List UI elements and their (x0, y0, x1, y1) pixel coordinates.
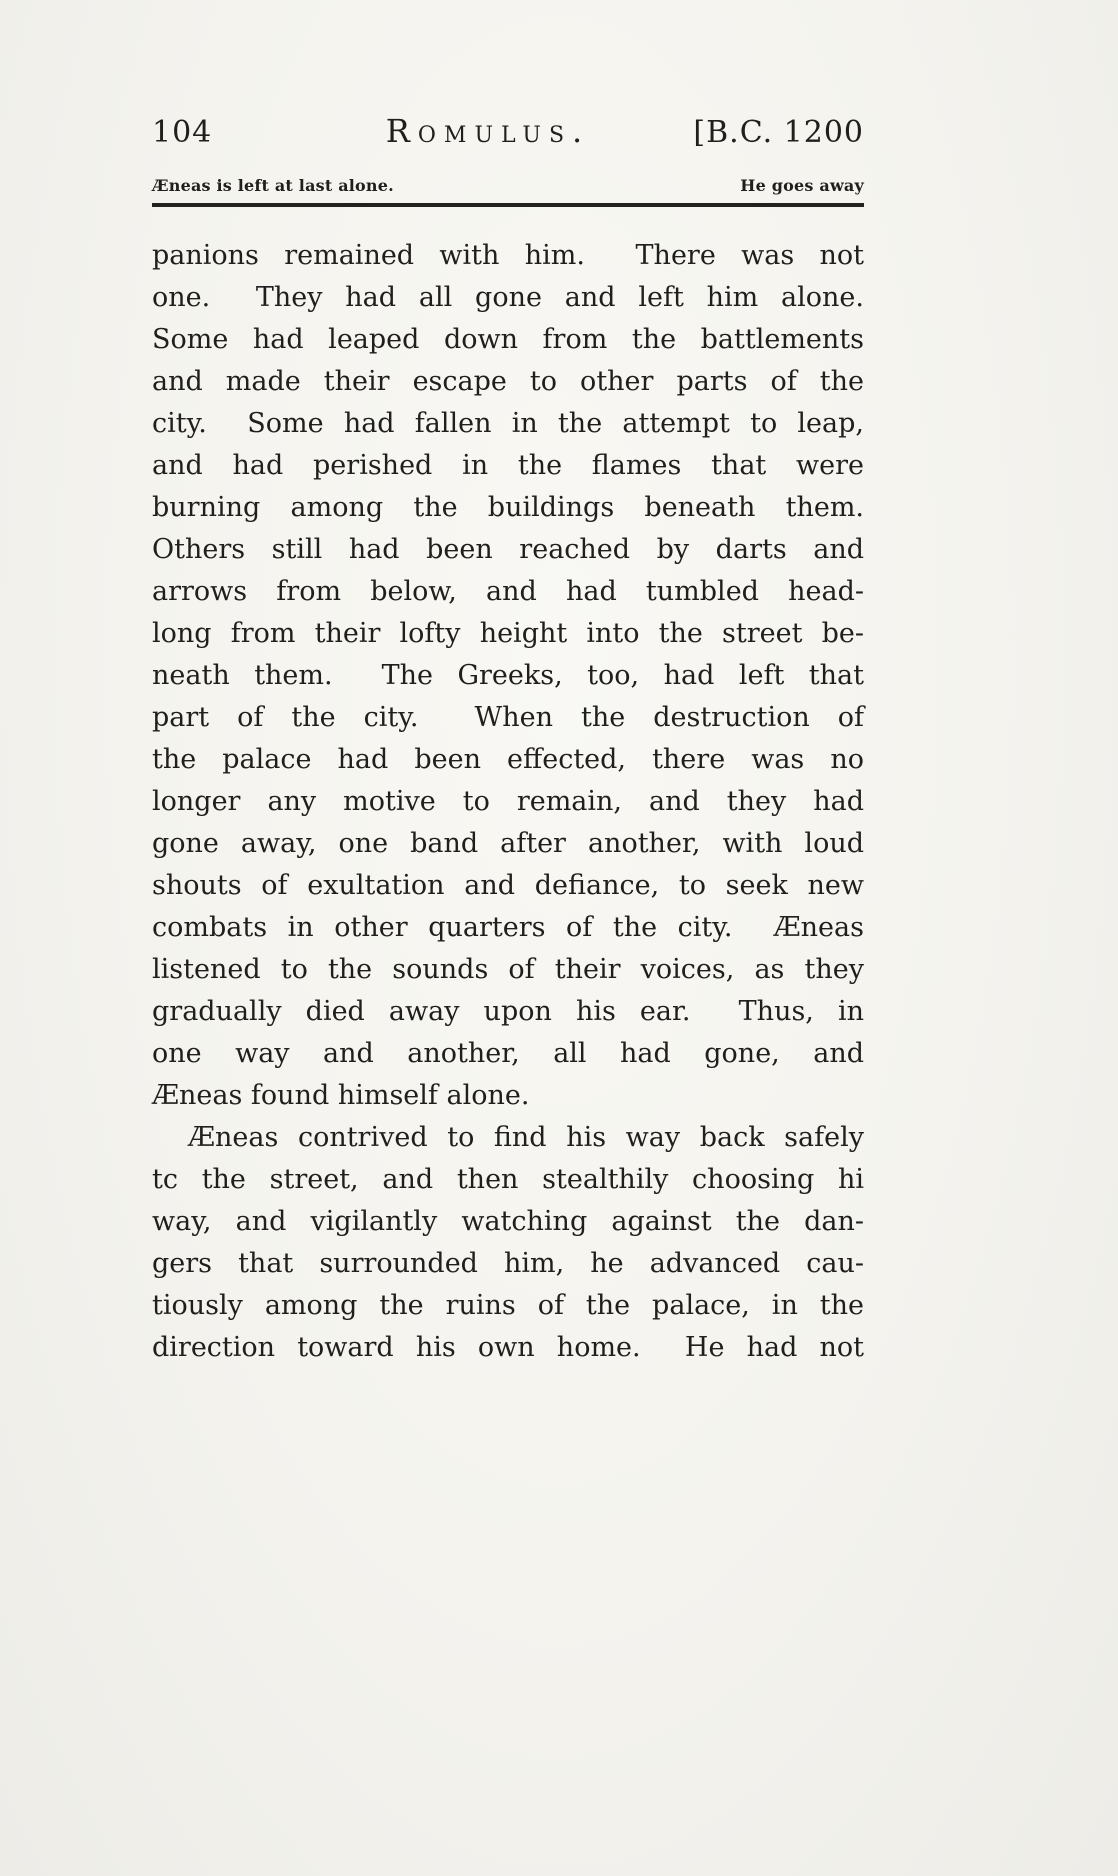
page-title: Romulus. (385, 112, 591, 150)
text-line: direction toward his own home. He had not (152, 1332, 864, 1363)
paragraph (152, 235, 864, 1117)
header-date: [B.C. 1200 (693, 115, 864, 150)
running-heads (152, 176, 864, 195)
divider-rule (152, 203, 864, 207)
text-line: and made their escape to other parts of the (152, 366, 864, 397)
text-line: gers that surrounded him, he advanced cau- (152, 1248, 864, 1279)
text-line: Others still had been reached by darts and (152, 534, 864, 565)
page-number: 104 (152, 115, 213, 150)
running-head-left: Æneas is left at last alone. (152, 176, 394, 195)
text-line: panions remained with him. There was not (152, 240, 864, 271)
text-line: longer any motive to remain, and they had (152, 786, 864, 817)
text-line: gradually died away upon his ear. Thus, in (152, 996, 864, 1027)
text-line: arrows from below, and had tumbled head- (152, 576, 864, 607)
text-line: Æneas contrived to find his way back safely (188, 1122, 864, 1153)
page-header (152, 112, 864, 150)
text-line: city. Some had fallen in the attempt to leap, (152, 408, 864, 439)
text-line: way, and vigilantly watching against the dan- (152, 1206, 864, 1237)
text-line: one way and another, all had gone, and (152, 1038, 864, 1069)
text-line: combats in other quarters of the city. Æneas (152, 912, 864, 943)
book-page (152, 112, 864, 1369)
text-line: tc the street, and then stealthily choosing hi (152, 1164, 864, 1195)
paragraph (152, 1117, 864, 1369)
text-line: the palace had been effected, there was no (152, 744, 864, 775)
text-line: tiously among the ruins of the palace, in the (152, 1290, 864, 1321)
text-line: and had perished in the flames that were (152, 450, 864, 481)
running-head-right: He goes away (740, 176, 864, 195)
text-line: neath them. The Greeks, too, had left that (152, 660, 864, 691)
text-line: burning among the buildings beneath them. (152, 492, 864, 523)
text-line: long from their lofty height into the street be- (152, 618, 864, 649)
text-line: gone away, one band after another, with loud (152, 828, 864, 859)
text-line: Some had leaped down from the battlements (152, 324, 864, 355)
text-line: one. They had all gone and left him alone. (152, 282, 864, 313)
text-line: listened to the sounds of their voices, as they (152, 954, 864, 985)
text-line: shouts of exultation and defiance, to seek new (152, 870, 864, 901)
text-line: part of the city. When the destruction of (152, 702, 864, 733)
body-text (152, 235, 864, 1369)
text-line: Æneas found himself alone. (152, 1080, 530, 1111)
